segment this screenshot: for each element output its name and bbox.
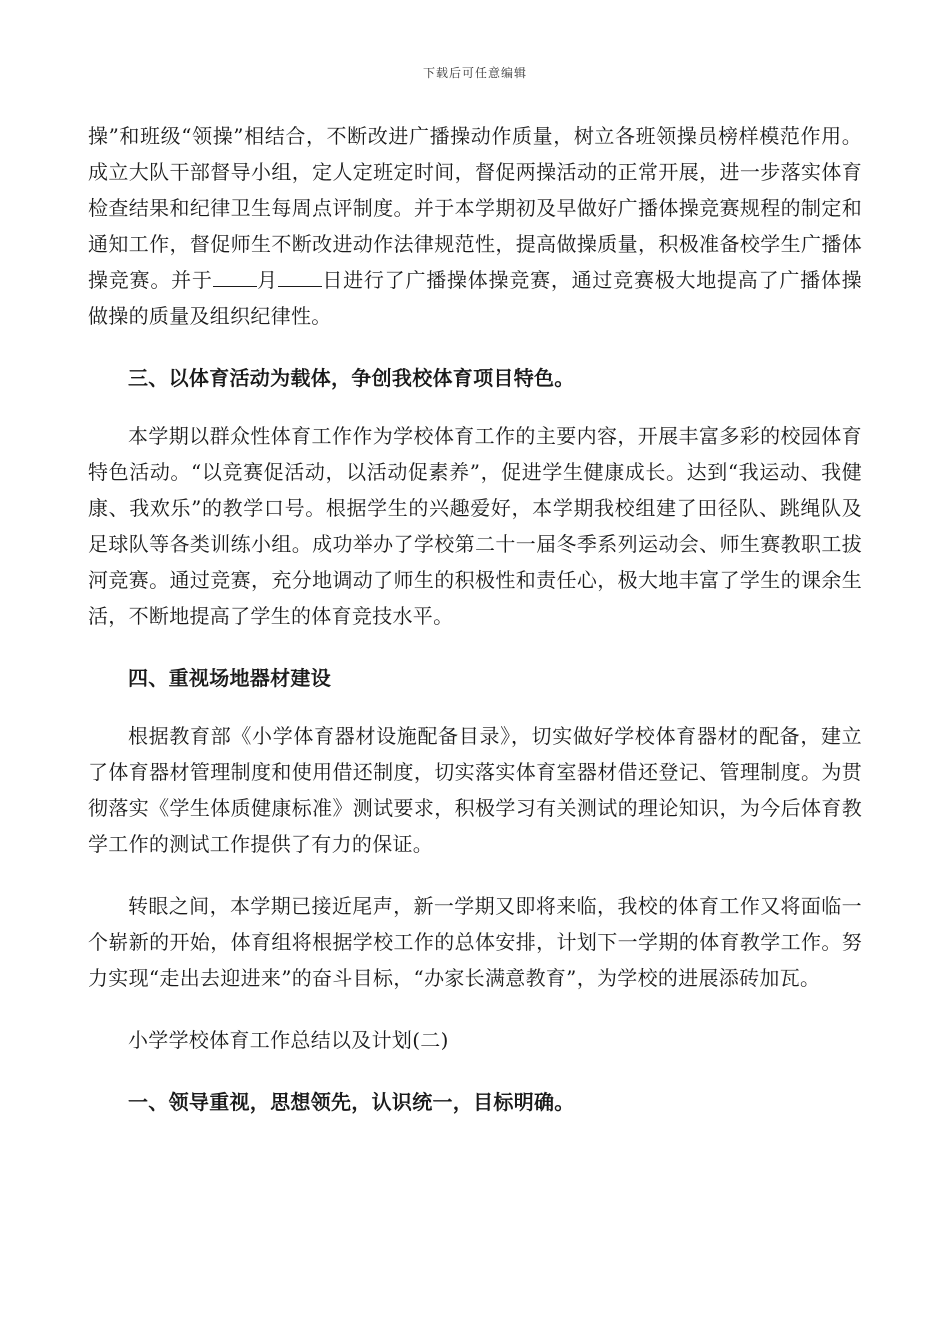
document-title-part-two: 小学学校体育工作总结以及计划(二) xyxy=(128,1028,449,1052)
paragraph-sports-activities: 本学期以群众性体育工作作为学校体育工作的主要内容，开展丰富多彩的校园体育特色活动。“以竞赛促活动，以活动促素养”，促进学生健康成长。达到“我运动、我健康、我欢乐”的教学口号。根据学生的兴趣爱好，本学期我校组建了田径队、跳绳队及足球队等各类训练小组。成功举办了学校第二十一届冬季系列运动会、师生赛教职工拔河竞赛。通过竞赛，充分地调动了师生的积极性和责任心，极大地丰富了学生的课余生活，不断地提高了学生的体育竞技水平。 xyxy=(88,424,862,628)
section-heading-one: 一、领导重视，思想领先，认识统一，目标明确。 xyxy=(128,1090,575,1114)
page-header: 下载后可任意编辑 xyxy=(422,66,527,80)
paragraph-text: 日进行了广播操体操竞赛，通过竞赛极大地提高了广播体操做操的质量及组织纪律性。 xyxy=(88,268,862,328)
paragraph-conclusion: 转眼之间，本学期已接近尾声，新一学期又即将来临，我校的体育工作又将面临一个崭新的开始，体育组将根据学校工作的总体安排，计划下一学期的体育教学工作。努力实现“走出去迎进来”的奋斗目标，“办家长满意教育”，为学校的进展添砖加瓦。 xyxy=(88,894,862,990)
fill-blank-day xyxy=(278,266,322,287)
fill-blank-month xyxy=(213,266,257,287)
paragraph-equipment: 根据教育部《小学体育器材设施配备目录》，切实做好学校体育器材的配备，建立了体育器材管理制度和使用借还制度，切实落实体育室器材借还登记、管理制度。为贯彻落实《学生体质健康标准》测试要求，积极学习有关测试的理论知识，为今后体育教学工作的测试工作提供了有力的保证。 xyxy=(88,724,862,856)
section-heading-three: 三、以体育活动为载体，争创我校体育项目特色。 xyxy=(128,366,575,390)
document-body xyxy=(88,118,862,1120)
paragraph-text: 操”和班级“领操”相结合，不断改进广播操动作质量，树立各班领操员榜样模范作用。成立大队干部督导小组，定人定班定时间，督促两操活动的正常开展，进一步落实体育检查结果和纪律卫生每周点评制度。并于本学期初及早做好广播体操竞赛规程的制定和通知工作，督促师生不断改进动作法律规范性，提高做操质量，积极准备校学生广播体操竞赛。并于 xyxy=(88,124,862,292)
paragraph-broadcast-exercise xyxy=(88,118,862,334)
paragraph-text: 月 xyxy=(256,268,278,292)
section-heading-four: 四、重视场地器材建设 xyxy=(128,666,331,690)
